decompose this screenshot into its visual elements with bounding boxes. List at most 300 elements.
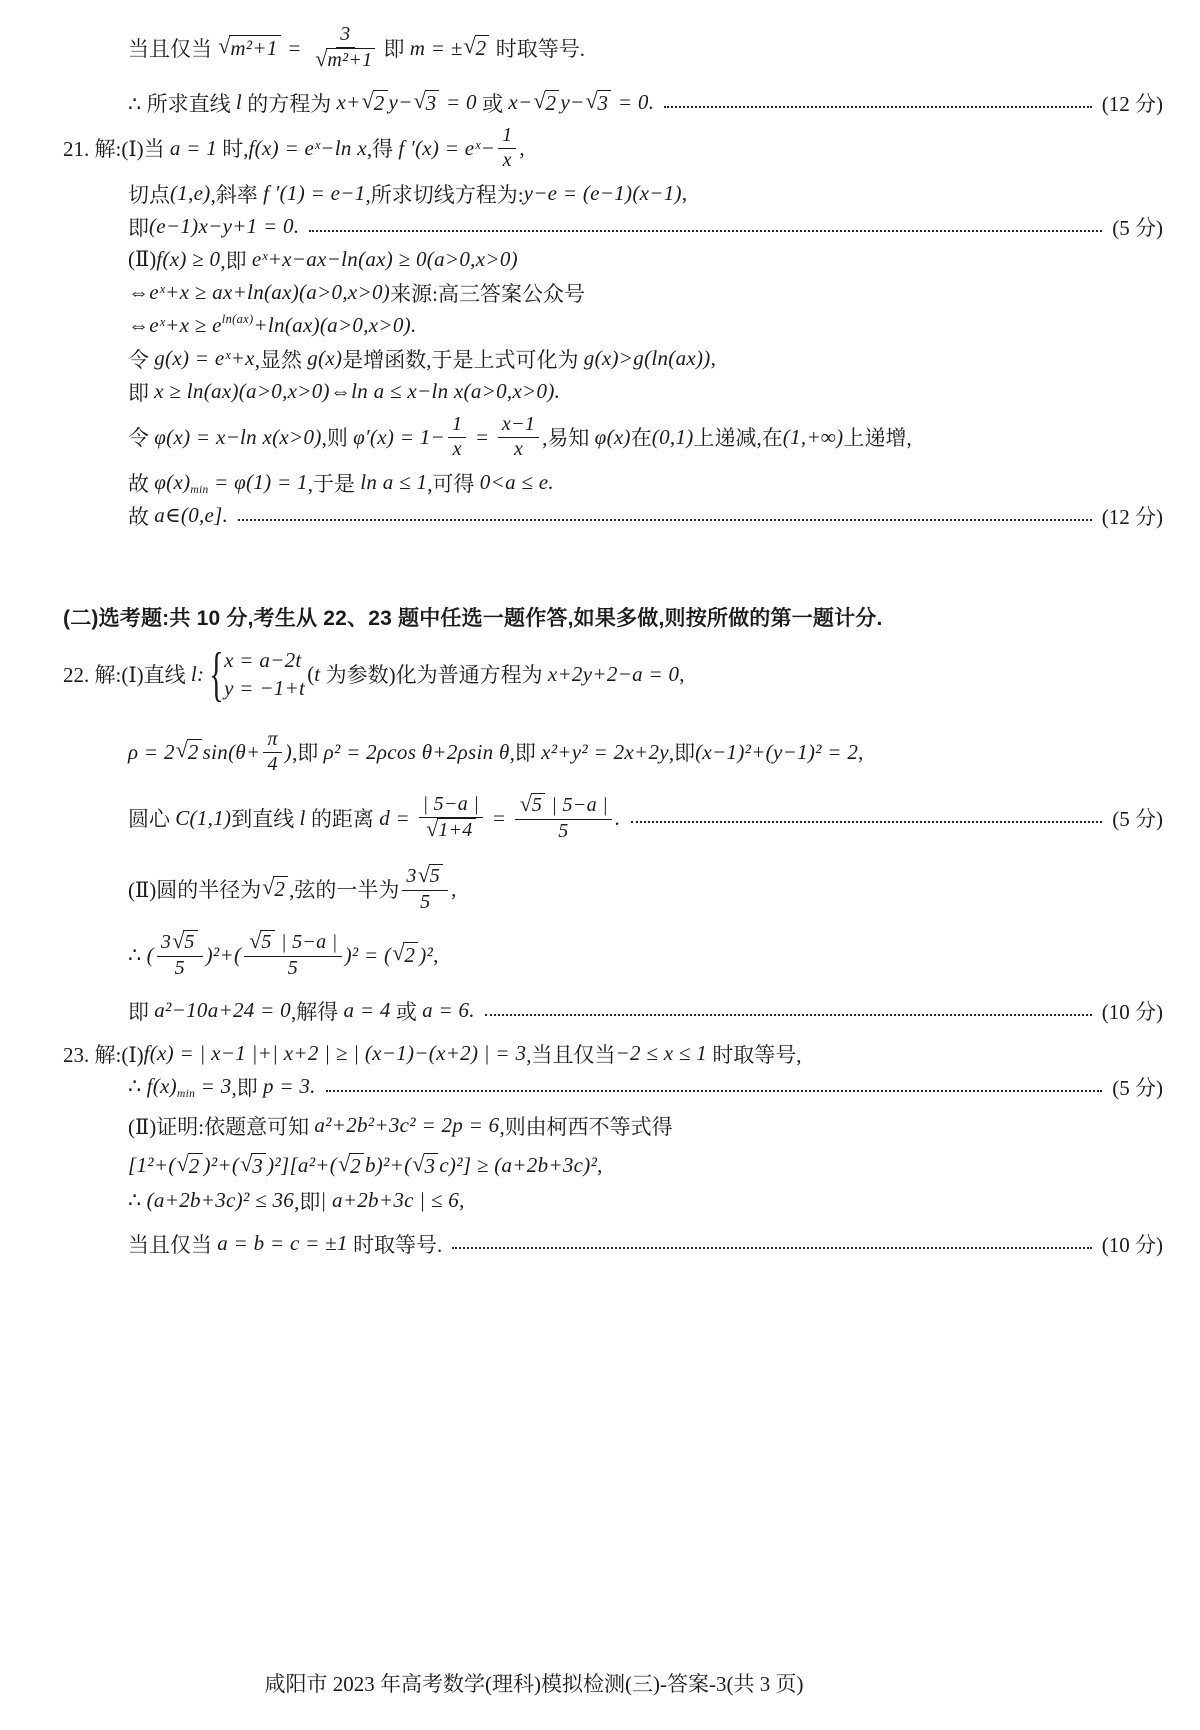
math-run: x: [502, 149, 512, 171]
math-run: 5: [174, 956, 185, 979]
math-run: 5: [287, 956, 299, 979]
math-run: | 5−a |: [275, 931, 338, 953]
math-run: ln(ax): [221, 312, 254, 326]
text-run: ,弦的一半为: [289, 878, 400, 902]
fraction-denominator: [449, 438, 466, 461]
text-run: 即: [383, 37, 410, 61]
text-run: 圆心: [128, 807, 176, 831]
math-run: = 0.: [612, 90, 655, 114]
math-run: x−: [508, 90, 533, 114]
system-row: [224, 648, 305, 673]
text-run: 上递减,在: [693, 426, 783, 450]
text-run: ,所求切线方程为:: [365, 182, 524, 207]
dotted-leader: [452, 1245, 1091, 1249]
math-run: f(x): [146, 1074, 177, 1098]
math-run: ⇔eˣ+x ≥ ax+ln(ax)(a>0,x>0): [128, 280, 391, 304]
fraction-numerator: [498, 413, 539, 438]
math-run: f(x) ≥ 0: [156, 247, 221, 271]
dotted-leader: [485, 1012, 1092, 1016]
dotted-leader: [664, 104, 1092, 108]
section-heading-optional: [63, 600, 1163, 633]
fraction-denominator: [310, 48, 380, 73]
radical-sign-icon: √: [338, 1150, 351, 1176]
q21-reduce: [63, 375, 1163, 408]
score-label: (12 分): [1101, 91, 1163, 116]
text-run: ,显然: [254, 347, 308, 372]
text-run: 21. 解:(Ⅰ)当: [63, 137, 170, 161]
radical: [426, 818, 475, 843]
q20-line-equation: [63, 86, 1163, 119]
math-run: a∈(0,e].: [154, 503, 229, 527]
fraction-numerator: [515, 793, 612, 820]
math-run: (e−1)x−y+1 = 0.: [149, 214, 300, 238]
text-run: 时取等号,: [707, 1042, 802, 1067]
math-run: sin(θ+: [202, 739, 261, 764]
math-run: a = 1: [169, 135, 218, 160]
text-run: ,解得: [290, 999, 344, 1024]
q21-tangent-equation: [63, 210, 1163, 243]
fraction: [515, 793, 612, 843]
subscript: [177, 1088, 195, 1100]
math-run: l: [235, 90, 243, 114]
math-run: x = a−2t: [224, 647, 302, 672]
fraction: [498, 124, 516, 172]
math-run: 2: [188, 1153, 200, 1178]
math-run: x+2y+2−a = 0: [547, 661, 680, 686]
math-run: f(x) = eˣ−ln x: [248, 135, 367, 160]
math-run: p = 3.: [263, 1074, 316, 1098]
text-run: 令: [128, 426, 155, 450]
math-run: x: [513, 438, 524, 460]
text-run: 在: [630, 426, 652, 450]
text-run: ,: [597, 1153, 603, 1177]
math-run: )²: [419, 942, 434, 967]
text-run: ,于是: [307, 471, 361, 496]
math-run: φ(x): [154, 470, 191, 494]
math-run: c)²] ≥ (a+2b+3c)²: [439, 1153, 598, 1177]
radicand: [425, 90, 440, 116]
math-run: (x−1)²+(y−1)² = 2: [695, 739, 859, 764]
math-run: 1: [452, 413, 463, 435]
fraction-denominator: [499, 149, 516, 172]
q22-pythagoras: [63, 926, 1163, 984]
radical-sign-icon: √: [172, 928, 185, 954]
radical: [418, 864, 443, 889]
system-rows: [224, 648, 305, 701]
math-run: y−: [388, 90, 413, 114]
math-run: 5: [261, 931, 272, 954]
radical: [585, 87, 611, 116]
text-run: 时取等号.: [347, 1232, 443, 1257]
text-run: ,即: [668, 741, 696, 765]
dotted-leader: [309, 228, 1102, 232]
math-run: min: [190, 484, 209, 496]
fraction-denominator: [554, 820, 572, 843]
dotted-leader: [326, 1088, 1103, 1092]
fraction-numerator: [244, 930, 341, 957]
text-run: ∴ 所求直线: [128, 91, 236, 116]
equation-system: [206, 640, 306, 707]
math-run: | 5−a |: [546, 794, 609, 816]
score-label: (5 分): [1112, 215, 1163, 240]
math-run: m = ±: [409, 35, 463, 60]
radicand: [260, 930, 274, 955]
math-run: 3: [424, 1153, 436, 1178]
text-run: 为参数)化为普通方程为: [320, 663, 548, 687]
fraction: [244, 930, 341, 980]
text-run: ,: [451, 876, 457, 901]
math-run: 3: [340, 23, 351, 46]
radicand: [251, 1153, 266, 1179]
dotted-leader: [631, 819, 1103, 823]
radical-sign-icon: √: [218, 33, 231, 59]
math-run: = 0: [440, 90, 477, 114]
math-run: b)²+(: [364, 1153, 412, 1177]
text-run: 的距离: [305, 807, 380, 831]
text-run: 或: [476, 91, 509, 116]
math-run: 3: [160, 931, 172, 953]
math-run: −2 ≤ x ≤ 1: [615, 1041, 708, 1065]
q21-define-g: [63, 342, 1163, 375]
q22-polar-to-circle: [63, 723, 1163, 781]
fraction-numerator: [336, 23, 354, 48]
math-run: 2: [404, 943, 416, 968]
q21-answer-range: [63, 499, 1163, 532]
radical-sign-icon: √: [262, 874, 275, 900]
radicand: [187, 739, 202, 765]
page-footer: 咸阳市 2023 年高考数学(理科)模拟检测(三)-答案-3(共 3 页): [264, 1672, 804, 1696]
math-run: l:: [190, 661, 205, 686]
text-run: ∴: [128, 942, 147, 967]
score-label: (5 分): [1112, 807, 1163, 831]
math-run: = φ(1) = 1: [208, 470, 308, 494]
fraction: [310, 23, 380, 73]
math-run: ρ² = 2ρcos θ+2ρsin θ: [323, 739, 510, 764]
fraction-numerator: [419, 793, 484, 818]
math-run: 5: [420, 890, 431, 913]
text-run: ,: [459, 1188, 465, 1212]
radicand: [531, 793, 545, 818]
text-run: ∴: [128, 1188, 147, 1212]
text-run: ,: [858, 739, 864, 764]
math-run: m²+1: [327, 49, 373, 72]
math-run: f ′(1) = e−1: [263, 181, 366, 205]
math-run: a²−10a+24 = 0: [154, 998, 291, 1022]
text-run: ,易知: [542, 426, 595, 450]
radical-sign-icon: √: [315, 46, 328, 72]
math-run: | a+2b+3c | ≤ 6: [320, 1188, 460, 1212]
radicand: [373, 90, 388, 116]
math-run: .: [615, 805, 621, 830]
text-run: 是增函数,于是上式可化为: [342, 347, 584, 372]
q21-tangent-point: [63, 177, 1163, 210]
radical-sign-icon: √: [361, 87, 374, 113]
radicand: [424, 1153, 439, 1179]
score-label: (10 分): [1101, 1232, 1163, 1257]
math-run: t: [314, 661, 321, 686]
text-run: ,即: [231, 1075, 263, 1100]
solution-content: [63, 10, 1163, 1260]
fraction: [448, 413, 466, 461]
math-run: ): [284, 739, 293, 764]
radicand: [429, 864, 443, 889]
math-run: a²+2b²+3c² = 2p = 6: [314, 1113, 500, 1137]
text-run: (: [307, 661, 315, 686]
radicand: [349, 1153, 364, 1179]
radical: [315, 48, 375, 73]
brace-glyph: {: [209, 640, 224, 707]
text-run: 当且仅当: [128, 37, 218, 61]
text-run: 上递增,: [843, 426, 912, 450]
radical: [218, 35, 280, 61]
text-run: 的方程为: [242, 91, 337, 116]
q22-parametric-line: [63, 640, 1163, 707]
dotted-leader: [238, 517, 1092, 521]
text-run: ,得: [366, 137, 399, 161]
subscript: [190, 484, 208, 496]
math-run: m²+1: [230, 36, 278, 61]
q20-equality-condition: [63, 10, 1163, 86]
radical-sign-icon: √: [175, 737, 188, 763]
math-run: [1²+(: [128, 1153, 176, 1177]
radical: [412, 1150, 438, 1179]
fraction: [498, 413, 539, 461]
radicand: [437, 818, 475, 843]
math-run: l: [299, 805, 306, 830]
math-run: min: [176, 1088, 196, 1100]
math-run: 4: [267, 753, 278, 775]
math-run: = 3: [195, 1074, 232, 1098]
math-run: a = b = c = ±1: [217, 1231, 348, 1255]
text-run: 即: [128, 380, 155, 405]
math-run: ρ = 2: [128, 739, 175, 764]
q21-part2-inequality: [63, 243, 1163, 276]
radical: [176, 739, 202, 765]
text-run: 或: [390, 999, 423, 1024]
system-row: [224, 676, 305, 701]
text-run: (Ⅱ)证明:依题意可知: [128, 1114, 315, 1139]
math-run: x+: [336, 90, 361, 114]
fraction: [263, 728, 281, 776]
q22-solve-a: [63, 994, 1163, 1027]
fraction: [157, 930, 203, 980]
text-run: 时取等号.: [490, 37, 585, 61]
math-run: x²+y² = 2x+2y: [541, 739, 669, 764]
math-run: 1+4: [438, 819, 473, 842]
radical: [249, 930, 274, 955]
radical: [520, 793, 545, 818]
radical: [338, 1150, 364, 1179]
math-run: 1: [502, 124, 513, 146]
radical: [262, 876, 288, 902]
math-run: g(x)>g(ln(ax)): [583, 346, 711, 370]
text-run: (Ⅱ): [128, 247, 157, 271]
math-run: 2: [545, 90, 557, 115]
math-run: d =: [379, 805, 416, 830]
math-run: y−: [560, 90, 585, 114]
radicand: [183, 930, 197, 955]
q23-cauchy-inequality: [63, 1149, 1163, 1182]
radicand: [403, 942, 418, 968]
radical-sign-icon: √: [519, 791, 532, 817]
radical: [392, 942, 418, 968]
q23-part1-abs: [63, 1037, 1163, 1070]
radical: [172, 930, 197, 955]
math-run: )²][a²+(: [267, 1153, 338, 1177]
q23-part2-cauchy-setup: [63, 1109, 1163, 1142]
fraction-denominator: [171, 957, 189, 980]
fraction: [402, 864, 448, 914]
math-run: (0,1): [651, 424, 694, 449]
math-run: 3: [597, 90, 609, 115]
radical: [464, 35, 490, 61]
fraction-denominator: [284, 957, 302, 980]
math-run: a = 6.: [422, 998, 475, 1022]
radical: [533, 87, 559, 116]
math-run: π: [267, 728, 278, 750]
radical-sign-icon: √: [426, 816, 439, 842]
score-label: (10 分): [1101, 999, 1163, 1024]
text-run: 当且仅当: [128, 1232, 218, 1257]
math-run: 5: [531, 794, 543, 817]
q21-equivalence-2: [63, 309, 1163, 342]
math-run: f ′(x) = eˣ−: [398, 135, 496, 160]
math-run: 3: [425, 90, 437, 115]
math-run: 3: [252, 1153, 264, 1178]
math-run: y = −1+t: [224, 675, 306, 700]
text-run: ,: [681, 181, 688, 205]
math-run: x: [452, 438, 462, 460]
math-run: g(x): [307, 346, 343, 370]
text-run: ,当且仅当: [526, 1042, 616, 1067]
text-run: ,: [519, 135, 525, 160]
radical-sign-icon: √: [533, 87, 546, 113]
radical-sign-icon: √: [412, 1150, 425, 1176]
math-run: 5: [429, 865, 441, 888]
text-run: ,则由柯西不等式得: [499, 1114, 673, 1139]
text-run: 令: [128, 347, 155, 372]
math-run: x−1: [501, 413, 536, 435]
fraction-numerator: [448, 413, 466, 438]
radical-sign-icon: √: [417, 862, 430, 888]
fraction-numerator: [402, 864, 448, 891]
radical-sign-icon: √: [392, 940, 405, 966]
math-run: (1,e): [170, 181, 211, 205]
q22-part2-radius: [63, 860, 1163, 918]
text-run: ,则: [321, 426, 354, 450]
text-run: 时,: [217, 137, 249, 161]
math-run: C(1,1): [175, 805, 232, 830]
fraction-numerator: [157, 930, 203, 957]
q22-distance: [63, 789, 1163, 847]
text-run: ,: [433, 942, 439, 967]
score-label: (12 分): [1101, 504, 1163, 529]
text-run: ,即: [294, 1189, 321, 1214]
text-run: ,可得: [427, 471, 480, 496]
radical-sign-icon: √: [176, 1150, 189, 1176]
text-run: ,: [679, 661, 685, 686]
math-run: 2: [187, 740, 199, 765]
text-run: (二)选考题:共 10 分,考生从 22、23 题中任选一题作答,如果多做,则按所做的第一题计分.: [63, 606, 883, 630]
math-run: φ(x): [594, 424, 631, 449]
radical-sign-icon: √: [249, 928, 262, 954]
math-run: 5: [184, 931, 195, 954]
text-run: (Ⅱ)圆的半径为: [128, 878, 262, 902]
radical-sign-icon: √: [240, 1150, 253, 1176]
fraction-denominator: [263, 753, 281, 776]
text-run: 故: [128, 504, 155, 529]
radicand: [545, 90, 560, 116]
radicand: [273, 876, 288, 902]
radical-sign-icon: √: [463, 33, 476, 59]
radical-sign-icon: √: [413, 87, 426, 113]
math-run: ⇔eˣ+x ≥ e: [128, 313, 222, 337]
score-label: (5 分): [1112, 1075, 1163, 1100]
math-run: 2: [373, 90, 385, 115]
math-run: )² = (: [344, 942, 392, 967]
q21-part1-derivative: [63, 119, 1163, 177]
math-run: =: [281, 35, 308, 60]
radical: [413, 87, 440, 116]
text-run: 切点: [128, 182, 170, 207]
math-run: )²+(: [205, 942, 242, 967]
math-run: =: [486, 805, 512, 830]
math-run: (a+2b+3c)² ≤ 36: [146, 1188, 295, 1212]
fraction-denominator: [421, 818, 480, 843]
text-run: 22. 解:(Ⅰ)直线: [63, 663, 191, 687]
math-run: | 5−a |: [422, 793, 480, 816]
q23-min-p: [63, 1070, 1163, 1103]
math-run: y−e = (e−1)(x−1): [523, 181, 682, 205]
math-run: 0<a ≤ e.: [479, 470, 554, 494]
text-run: ,即: [220, 248, 252, 273]
superscript: [222, 312, 254, 327]
radical: [176, 1150, 203, 1179]
math-run: φ(x) = x−ln x(x>0): [154, 424, 322, 449]
math-run: φ′(x) = 1−: [353, 424, 445, 449]
radicand: [326, 48, 375, 73]
radicand: [229, 35, 280, 61]
q21-phi-min: [63, 466, 1163, 499]
math-run: x ≥ ln(ax)(a>0,x>0)⇔ln a ≤ x−ln x(a>0,x>0).: [154, 379, 561, 403]
radical: [361, 87, 388, 116]
radicand: [475, 35, 490, 61]
math-run: ln a ≤ 1: [360, 470, 428, 494]
math-run: (1,+∞): [782, 424, 844, 449]
math-run: +ln(ax)(a>0,x>0).: [253, 313, 417, 337]
fraction: [419, 793, 484, 843]
text-run: ,即: [509, 741, 542, 765]
math-run: a = 4: [343, 998, 391, 1022]
radical-sign-icon: √: [585, 87, 598, 113]
radicand: [597, 90, 612, 116]
text-run: 到直线: [231, 807, 300, 831]
text-run: 即: [128, 215, 149, 240]
math-run: 2: [350, 1153, 361, 1178]
math-run: f(x) = | x−1 |+| x+2 | ≥ | (x−1)−(x+2) | = 3: [143, 1041, 527, 1065]
text-run: ,斜率: [210, 182, 264, 207]
q21-equivalence-1: [63, 276, 1163, 309]
math-run: eˣ+x−ax−ln(ax) ≥ 0(a>0,x>0): [251, 247, 518, 271]
math-run: (: [146, 942, 154, 967]
math-run: g(x) = eˣ+x: [154, 346, 255, 370]
q21-define-phi: [63, 408, 1163, 466]
radical: [240, 1150, 266, 1179]
math-run: )²+(: [203, 1153, 240, 1177]
text-run: ,即: [292, 741, 324, 765]
math-run: 2: [274, 877, 286, 902]
fraction-numerator: [263, 728, 281, 753]
